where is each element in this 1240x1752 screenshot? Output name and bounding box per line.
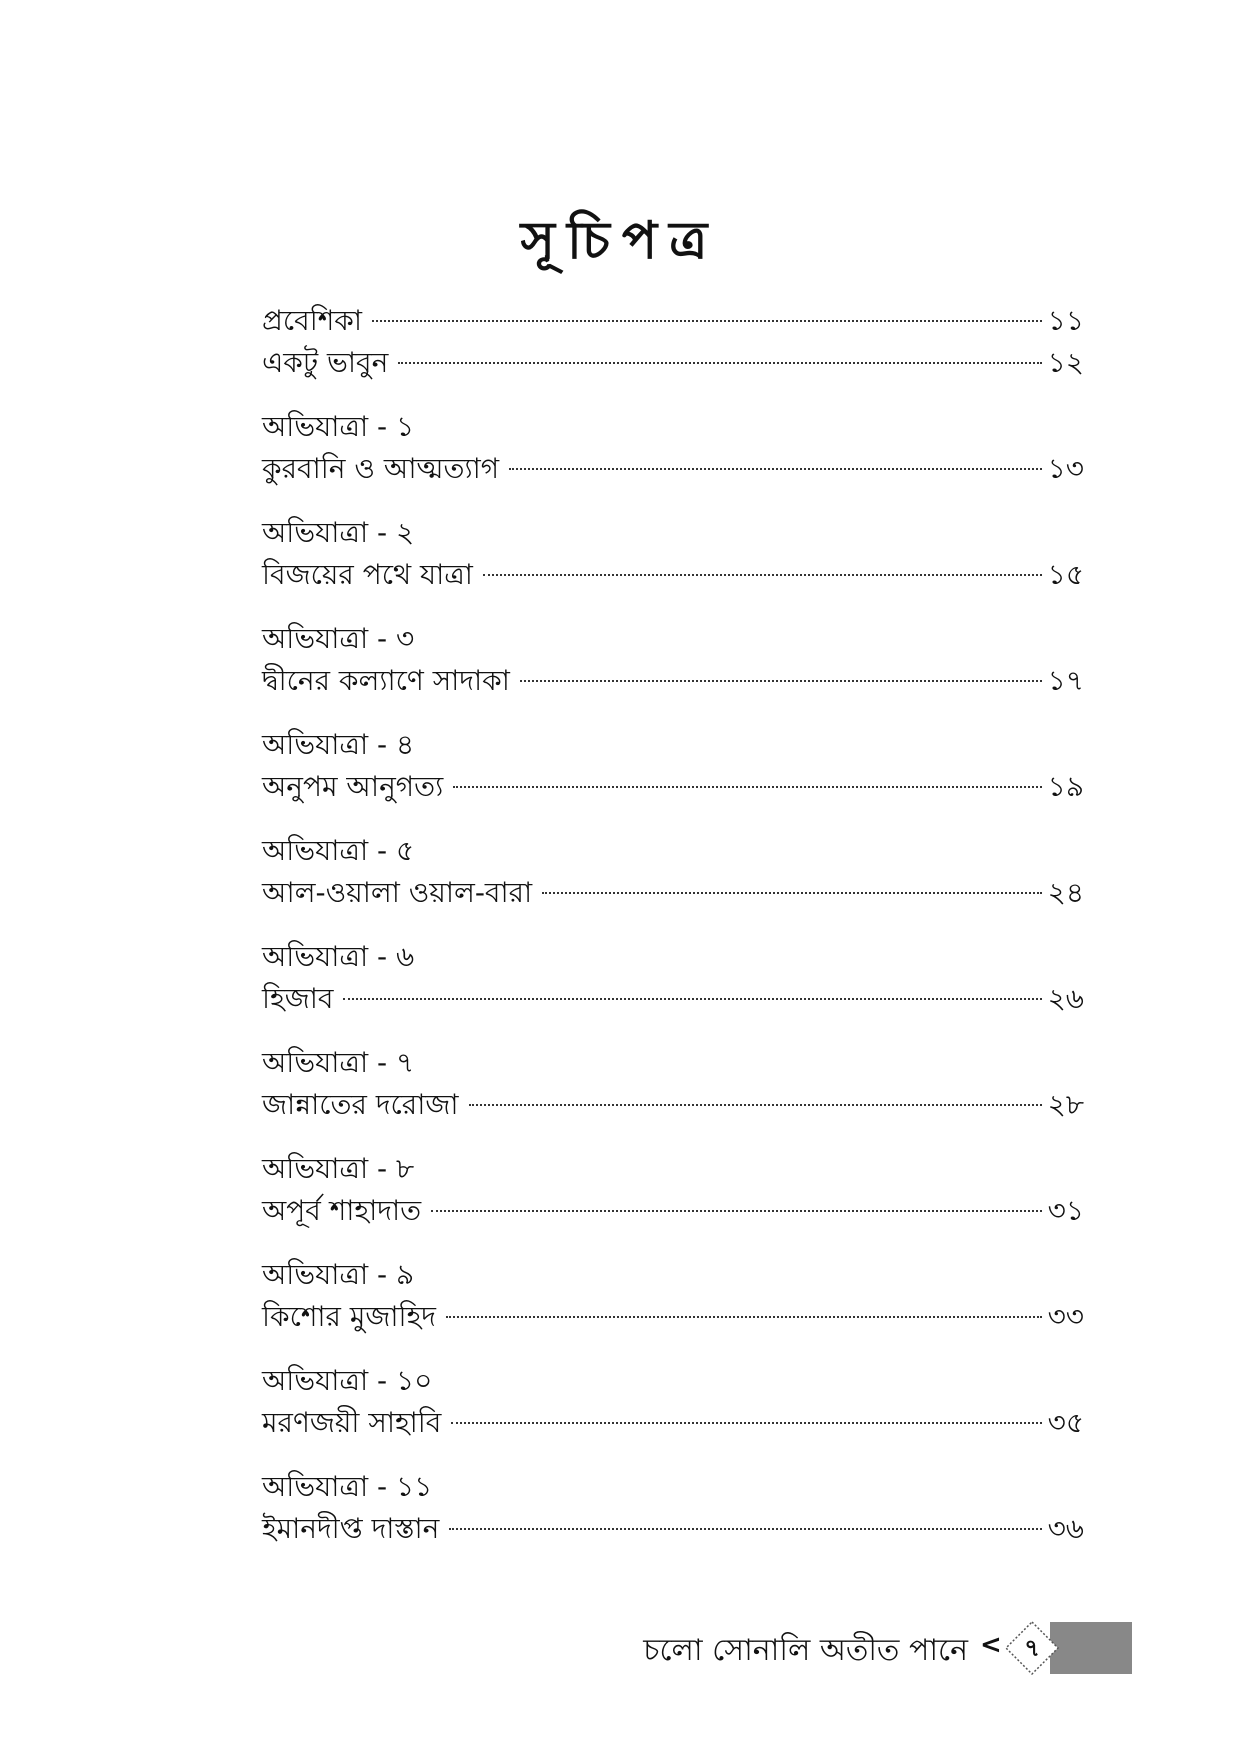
toc-section-8 (262, 1148, 1084, 1232)
page-number: ৭ (1024, 1634, 1040, 1662)
toc-entry-page: ২৮ (1047, 1088, 1084, 1121)
toc-entry-title: কুরবানি ও আত্মত্যাগ (262, 452, 500, 485)
toc-entry-page: ৩৬ (1047, 1512, 1084, 1545)
toc-entry[interactable] (262, 660, 1084, 702)
section-label: অভিযাত্রা - ৬ (262, 940, 415, 973)
toc-section-3 (262, 618, 1084, 702)
toc-section-10 (262, 1360, 1084, 1444)
section-label: অভিযাত্রা - ১১ (262, 1470, 433, 1503)
toc-entry-title: দ্বীনের কল্যাণে সাদাকা (262, 664, 510, 697)
toc-entry[interactable] (262, 1190, 1084, 1232)
footer-bar (1050, 1622, 1132, 1674)
toc-entry[interactable] (262, 872, 1084, 914)
toc-section-6 (262, 936, 1084, 1020)
dot-leader (431, 1210, 1042, 1212)
dot-leader (343, 998, 1041, 1000)
diamond-frame-icon (1004, 1620, 1060, 1676)
toc-entry-title: প্রবেশিকা (262, 304, 363, 337)
toc-section-9 (262, 1254, 1084, 1338)
toc-entry-page: ৩১ (1047, 1194, 1084, 1227)
dot-leader (446, 1316, 1042, 1318)
table-of-contents (262, 300, 1084, 1550)
toc-entry[interactable] (262, 1084, 1084, 1126)
toc-entry[interactable] (262, 448, 1084, 490)
toc-entry-title: কিশোর মুজাহিদ (262, 1300, 436, 1333)
toc-entry[interactable] (262, 1402, 1084, 1444)
toc-entry-page: ১৯ (1047, 770, 1084, 803)
toc-entry[interactable] (262, 1508, 1084, 1550)
dot-leader (509, 468, 1042, 470)
toc-entry-title: অপূর্ব শাহাদাত (262, 1194, 422, 1227)
toc-entry-title: জান্নাতের দরোজা (262, 1088, 459, 1121)
section-label: অভিযাত্রা - ৩ (262, 622, 415, 655)
toc-section-2 (262, 512, 1084, 596)
toc-entry-page: ৩৫ (1047, 1406, 1084, 1439)
toc-entry-page: ১৩ (1047, 452, 1084, 485)
toc-section-4 (262, 724, 1084, 808)
dot-leader (483, 574, 1042, 576)
toc-entry-title: মরণজয়ী সাহাবি (262, 1406, 442, 1439)
page-title: সূচিপত্র (520, 210, 720, 271)
toc-entry-think[interactable] (262, 342, 1084, 384)
dot-leader (520, 680, 1042, 682)
section-label: অভিযাত্রা - ৪ (262, 728, 415, 761)
toc-entry-title: একটু ভাবুন (262, 346, 389, 379)
toc-entry-title: হিজাব (262, 982, 334, 1015)
toc-entry-title: বিজয়ের পথে যাত্রা (262, 558, 473, 591)
toc-entry-page: ১৫ (1047, 558, 1084, 591)
dot-leader (449, 1528, 1041, 1530)
toc-entry-page: ২৬ (1047, 982, 1084, 1015)
toc-entry-page: ১২ (1047, 346, 1084, 379)
page-footer (0, 1614, 1240, 1684)
dot-leader (469, 1104, 1042, 1106)
toc-entry-title: অনুপম আনুগত্য (262, 770, 444, 803)
toc-section-5 (262, 830, 1084, 914)
toc-entry[interactable] (262, 1296, 1084, 1338)
toc-entry-title: আল-ওয়ালা ওয়াল-বারা (262, 876, 533, 909)
section-label: অভিযাত্রা - ৭ (262, 1046, 415, 1079)
toc-section-7 (262, 1042, 1084, 1126)
section-label: অভিযাত্রা - ১ (262, 410, 415, 443)
dot-leader (398, 362, 1041, 364)
toc-entry-title: ইমানদীপ্ত দাস্তান (262, 1512, 440, 1545)
dot-leader (451, 1422, 1041, 1424)
chevron-left-icon: < (980, 1630, 1002, 1660)
toc-entry[interactable] (262, 978, 1084, 1020)
toc-entry-intro[interactable] (262, 300, 1084, 342)
toc-entry[interactable] (262, 766, 1084, 808)
toc-section-1 (262, 406, 1084, 490)
toc-section-11 (262, 1466, 1084, 1550)
section-label: অভিযাত্রা - ৫ (262, 834, 415, 867)
section-label: অভিযাত্রা - ১০ (262, 1364, 433, 1397)
toc-entry-page: ১১ (1047, 304, 1084, 337)
section-label: অভিযাত্রা - ২ (262, 516, 415, 549)
dot-leader (372, 320, 1042, 322)
book-title: চলো সোনালি অতীত পানে (643, 1633, 968, 1668)
toc-entry[interactable] (262, 554, 1084, 596)
section-label: অভিযাত্রা - ৮ (262, 1152, 415, 1185)
toc-entry-page: ২৪ (1047, 876, 1084, 909)
dot-leader (542, 892, 1041, 894)
toc-entry-page: ৩৩ (1047, 1300, 1084, 1333)
section-label: অভিযাত্রা - ৯ (262, 1258, 415, 1291)
dot-leader (453, 786, 1041, 788)
toc-entry-page: ১৭ (1047, 664, 1084, 697)
